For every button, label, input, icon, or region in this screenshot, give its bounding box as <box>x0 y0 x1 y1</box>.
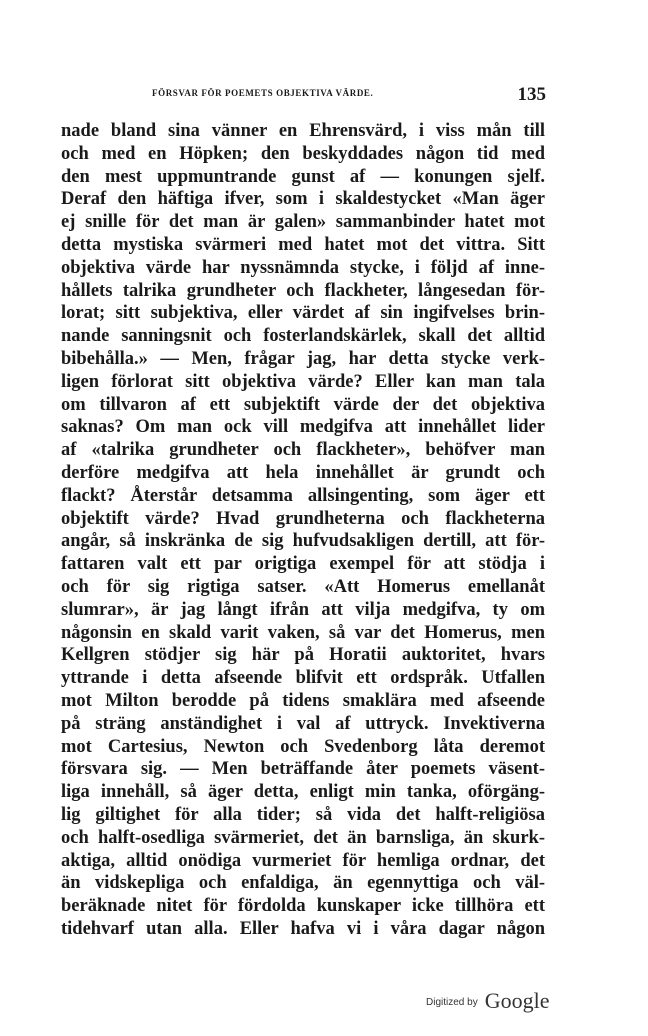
digitization-watermark <box>426 988 550 1014</box>
text-line: derföre medgifva att hela innehållet är grundt och <box>61 462 545 483</box>
text-line: bibehålla.» — Men, frågar jag, har detta stycke verk- <box>61 348 545 369</box>
text-line: och med en Höpken; den beskyddades någon tid med <box>61 143 545 164</box>
text-line: beräknade nitet för fördolda kunskaper icke tillhöra ett <box>61 896 545 917</box>
text-line: nande sanningsnit och fosterlandskärlek, skall det alltid <box>61 326 545 347</box>
text-line: aktiga, alltid onödiga vurmeriet för hemliga ordnar, det <box>61 850 545 871</box>
text-line: detta mystiska svärmeri med hatet mot det vittra. Sitt <box>61 234 545 255</box>
text-line: slumrar», är jag långt ifrån att vilja medgifva, ty om <box>61 599 545 620</box>
page-number: 135 <box>517 84 546 105</box>
text-line: än vidskepliga och enfaldiga, än egennyttiga och väl- <box>61 873 545 894</box>
text-line: liga innehåll, så äger detta, enligt min tanka, oförgäng- <box>61 782 545 803</box>
text-line: lig giltighet för alla tider; så vida det halft-religiösa <box>61 804 545 825</box>
text-line: om tillvaron af ett subjektift värde der det objektiva <box>61 394 545 415</box>
running-title: FÖRSVAR FÖR POEMETS OBJEKTIVA VÄRDE. <box>152 88 374 98</box>
running-head <box>60 84 550 106</box>
text-line: fattaren valt ett par origtiga exempel för att stödja i <box>61 554 545 575</box>
text-line: lorat; sitt subjektiva, eller värdet af sin ingifvelses brin- <box>61 303 545 324</box>
text-line: saknas? Om man ock vill medgifva att innehållet lider <box>61 417 545 438</box>
text-line: mot Milton berodde på tidens smaklära med afseende <box>61 690 545 711</box>
google-logo: Google <box>484 988 550 1013</box>
text-line: hållets talrika grundheter och flackheter, långesedan för- <box>61 280 545 301</box>
text-line: Kellgren stödjer sig här på Horatii auktoritet, hvars <box>61 645 545 666</box>
text-line: och halft-osedliga svärmeriet, det än barnsliga, än skurk- <box>61 827 545 848</box>
text-line: ligen förlorat sitt objektiva värde? Eller kan man tala <box>61 371 545 392</box>
text-line: objektiva värde har nyssnämnda stycke, i följd af inne- <box>61 257 545 278</box>
text-line: på sträng anständighet i val af uttryck. Invektiverna <box>61 713 545 734</box>
text-line: af «talrika grundheter och flackheter», behöfver man <box>61 440 545 461</box>
body-text <box>61 120 545 941</box>
text-line: mot Cartesius, Newton och Svedenborg låta deremot <box>61 736 545 757</box>
text-line: angår, så inskränka de sig hufvudsakligen dertill, att för- <box>61 531 545 552</box>
text-line: nade bland sina vänner en Ehrensvärd, i viss mån till <box>61 121 545 141</box>
text-line: och för sig rigtiga satser. «Att Homerus emellanåt <box>61 576 545 597</box>
text-line: yttrande i detta afseende blifvit ett ordspråk. Utfallen <box>61 668 545 689</box>
text-line: ej snille för det man är galen» sammanbinder hatet mot <box>61 212 545 233</box>
text-line: någonsin en skald varit vaken, så var det Homerus, men <box>61 622 545 643</box>
text-line: försvara sig. — Men beträffande åter poemets väsent- <box>61 759 545 780</box>
text-line: den mest uppmuntrande gunst af — konungen sjelf. <box>61 166 545 187</box>
text-line: objektift värde? Hvad grundheterna och flackheterna <box>61 508 545 529</box>
text-line: tidehvarf utan alla. Eller hafva vi i våra dagar någon <box>61 918 545 939</box>
text-line: Deraf den häftiga ifver, som i skaldestycket «Man äger <box>61 189 545 210</box>
digitized-by-label: Digitized by <box>426 997 478 1008</box>
text-line: flackt? Återstår detsamma allsingenting, som äger ett <box>61 485 545 506</box>
